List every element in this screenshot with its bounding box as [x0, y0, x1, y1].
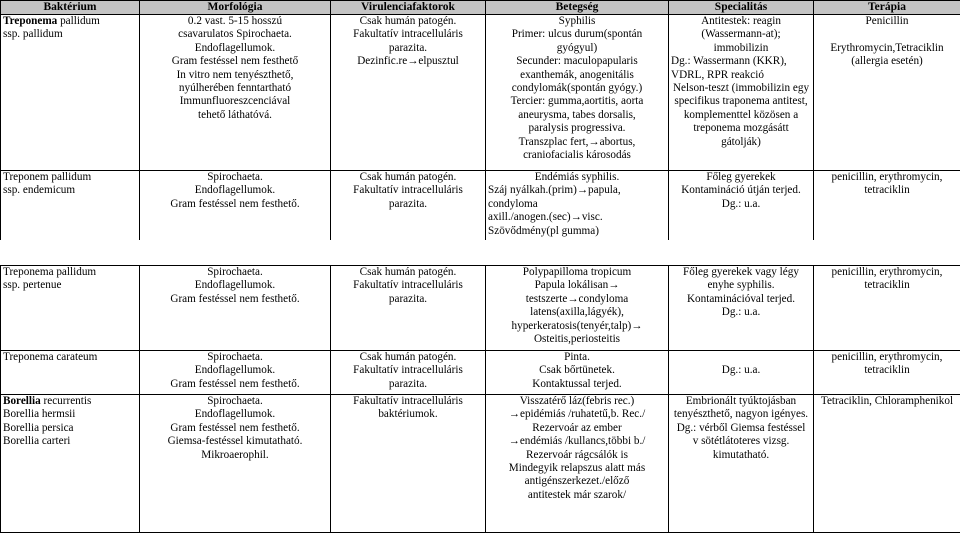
- disease-line: condylomák(spontán gyógy.): [488, 82, 666, 95]
- morphology-line: Giemsa-festéssel kimutatható.: [142, 435, 328, 448]
- bacterium-text: Borellia carteri: [3, 435, 70, 447]
- special-line: immobilizin: [671, 42, 811, 55]
- bacterium-text: Borellia persica: [3, 422, 74, 434]
- special-line: gátolják): [671, 136, 811, 149]
- special-line: Dg.: u.a.: [671, 198, 811, 211]
- cell-bacterium: [1, 395, 140, 533]
- cell-therapy: [814, 266, 960, 351]
- disease-line: Polypapilloma tropicum: [488, 266, 666, 279]
- special-line: VDRL, RPR reakció: [671, 69, 811, 82]
- bacterium-line: [3, 15, 137, 28]
- disease-line: paralysis progressiva.: [488, 122, 666, 135]
- morphology-line: Gram festéssel nem festhető.: [142, 293, 328, 306]
- bacterium-text: ssp. pallidum: [3, 28, 63, 40]
- therapy-line: penicillin, erythromycin,: [816, 351, 958, 364]
- special-line: specifikus traponema antitest,: [671, 95, 811, 108]
- therapy-line: tetraciklin: [816, 279, 958, 292]
- disease-line: latens(axilla,lágyék),: [488, 306, 666, 319]
- disease-line: antigénszerkezet./előző: [488, 475, 666, 488]
- special-line: Kontamináció útján terjed.: [671, 184, 811, 197]
- therapy-line: Tetraciklin, Chloramphenikol: [816, 395, 958, 408]
- cell-bacterium: [1, 15, 140, 171]
- therapy-line: tetraciklin: [816, 184, 958, 197]
- header-terapia: Terápia: [814, 1, 960, 15]
- bacterium-text: Treponema carateum: [3, 351, 97, 363]
- disease-line: exanthemák, anogenitális: [488, 69, 666, 82]
- special-line: Dg.: u.a.: [671, 364, 811, 377]
- disease-line: Primer: ulcus durum(spontán: [488, 28, 666, 41]
- morphology-line: Immunfluoreszcenciával: [142, 95, 328, 108]
- virulence-line: Csak humán patogén.: [333, 15, 483, 28]
- cell-virulence: [331, 15, 486, 171]
- special-line: Dg.: vérből Giemsa festéssel: [671, 422, 811, 435]
- cell-bacterium: [1, 351, 140, 395]
- morphology-line: tehető láthatóvá.: [142, 109, 328, 122]
- special-line: Kontaminációval terjed.: [671, 293, 811, 306]
- special-line: kimutatható.: [671, 449, 811, 462]
- disease-line: Endémiás syphilis.: [488, 171, 666, 184]
- disease-line: Csak bőrtünetek.: [488, 364, 666, 377]
- morphology-line: Gram festéssel nem festhető: [142, 55, 328, 68]
- morphology-line: Spirochaeta.: [142, 395, 328, 408]
- cell-special: [669, 266, 814, 351]
- bacterium-line: [3, 184, 137, 197]
- therapy-line: Erythromycin,Tetraciklin: [816, 42, 958, 55]
- disease-line: Syphilis: [488, 15, 666, 28]
- bacterium-line: [3, 351, 137, 364]
- virulence-line: Dezinfic.re→elpusztul: [333, 55, 483, 68]
- special-line: komplementtel közösen a: [671, 109, 811, 122]
- virulence-line: parazita.: [333, 378, 483, 391]
- cell-bacterium: [1, 171, 140, 242]
- cell-disease: [486, 171, 669, 242]
- cell-virulence: [331, 351, 486, 395]
- special-line: treponema mozgásátt: [671, 122, 811, 135]
- therapy-line: (allergia esetén): [816, 55, 958, 68]
- special-line: enyhe syphilis.: [671, 279, 811, 292]
- therapy-line: penicillin, erythromycin,: [816, 171, 958, 184]
- disease-line: Pinta.: [488, 351, 666, 364]
- virulence-line: parazita.: [333, 293, 483, 306]
- morphology-line: Spirochaeta.: [142, 351, 328, 364]
- morphology-line: 0.2 vast. 5-15 hosszú: [142, 15, 328, 28]
- morphology-line: Endoflagellumok.: [142, 42, 328, 55]
- disease-line: →epidémiás /ruhatetű,b. Rec./: [488, 408, 666, 421]
- header-morfologia: Morfológia: [140, 1, 331, 15]
- cell-disease: [486, 395, 669, 533]
- morphology-line: Gram festéssel nem festhető.: [142, 422, 328, 435]
- cell-therapy: [814, 15, 960, 171]
- virulence-line: Csak humán patogén.: [333, 351, 483, 364]
- disease-line: Rezervoár rágcsálók is: [488, 449, 666, 462]
- bacteria-table-bottom: [0, 265, 960, 533]
- bacterium-genus: Treponema: [3, 15, 57, 27]
- cell-therapy: [814, 395, 960, 533]
- disease-line: Secunder: maculopapularis: [488, 55, 666, 68]
- header-bakterium: Baktérium: [1, 1, 140, 15]
- cell-virulence: [331, 266, 486, 351]
- cell-morphology: [140, 15, 331, 171]
- special-line: Antitestek: reagin: [671, 15, 811, 28]
- disease-line: Száj nyálkah.(prim)→papula,: [488, 184, 666, 197]
- disease-line: axill./anogen.(sec)→visc.: [488, 211, 666, 224]
- bacterium-text: pallidum: [57, 15, 100, 27]
- morphology-line: csavarulatos Spirochaeta.: [142, 28, 328, 41]
- cell-morphology: [140, 395, 331, 533]
- special-line: Dg.: Wassermann (KKR),: [671, 55, 811, 68]
- bacterium-line: [3, 435, 137, 448]
- cell-therapy: [814, 171, 960, 242]
- cell-special: [669, 395, 814, 533]
- special-line: Embrionált tyúktojásban: [671, 395, 811, 408]
- disease-line: Kontaktussal terjed.: [488, 378, 666, 391]
- special-line: (Wassermann-at);: [671, 28, 811, 41]
- cell-disease: [486, 351, 669, 395]
- bacterium-text: Treponema pallidum: [3, 266, 96, 278]
- disease-line: Visszatérő láz(febris rec.): [488, 395, 666, 408]
- disease-line: testszerte→condyloma: [488, 293, 666, 306]
- cell-special: [669, 351, 814, 395]
- cell-therapy: [814, 351, 960, 395]
- bacterium-genus: Borellia: [3, 395, 41, 407]
- virulence-line: parazita.: [333, 42, 483, 55]
- disease-line: Szövődmény(pl gumma): [488, 225, 666, 238]
- cell-disease: [486, 15, 669, 171]
- special-line: Dg.: u.a.: [671, 306, 811, 319]
- disease-line: Mindegyik relapszus alatt más: [488, 462, 666, 475]
- morphology-line: nyúlherében fenntartható: [142, 82, 328, 95]
- cell-special: [669, 171, 814, 242]
- disease-line: condyloma: [488, 198, 666, 211]
- table-gap: [0, 240, 960, 265]
- special-line: Főleg gyerekek vagy légy: [671, 266, 811, 279]
- bacterium-line: [3, 171, 137, 184]
- disease-line: craniofacialis károsodás: [488, 149, 666, 162]
- bacterium-line: [3, 28, 137, 41]
- table-row: [1, 171, 960, 242]
- bacterium-line: [3, 266, 137, 279]
- virulence-line: Csak humán patogén.: [333, 171, 483, 184]
- morphology-line: Mikroaerophil.: [142, 449, 328, 462]
- morphology-line: Spirochaeta.: [142, 266, 328, 279]
- bacterium-text: ssp. pertenue: [3, 279, 61, 291]
- bacterium-line: [3, 395, 137, 408]
- virulence-line: Csak humán patogén.: [333, 266, 483, 279]
- morphology-line: Spirochaeta.: [142, 171, 328, 184]
- table-row: [1, 395, 960, 533]
- cell-morphology: [140, 171, 331, 242]
- table-row: [1, 15, 960, 171]
- disease-line: Papula lokálisan→: [488, 279, 666, 292]
- cell-special: [669, 15, 814, 171]
- header-betegseg: Betegség: [486, 1, 669, 15]
- special-line: Főleg gyerekek: [671, 171, 811, 184]
- bacterium-line: [3, 422, 137, 435]
- bacterium-text: Borellia hermsii: [3, 408, 75, 420]
- cell-bacterium: [1, 266, 140, 351]
- morphology-line: Endoflagellumok.: [142, 364, 328, 377]
- cell-virulence: [331, 395, 486, 533]
- bacterium-text: Treponem pallidum: [3, 171, 91, 183]
- morphology-line: Endoflagellumok.: [142, 184, 328, 197]
- disease-line: →endémiás /kullancs,többi b./: [488, 435, 666, 448]
- special-line: [671, 351, 811, 364]
- special-line: tenyészthető, nagyon igényes.: [671, 408, 811, 421]
- bacterium-text: ssp. endemicum: [3, 184, 75, 196]
- virulence-line: baktériumok.: [333, 408, 483, 421]
- disease-line: Tercier: gumma,aortitis, aorta: [488, 95, 666, 108]
- special-line: Nelson-teszt (immobilizin egy: [671, 82, 811, 95]
- cell-virulence: [331, 171, 486, 242]
- bacterium-line: [3, 408, 137, 421]
- disease-line: aneurysma, tabes dorsalis,: [488, 109, 666, 122]
- morphology-line: In vitro nem tenyészthető,: [142, 69, 328, 82]
- cell-morphology: [140, 266, 331, 351]
- bacteria-table-top: [0, 0, 960, 242]
- therapy-line: [816, 28, 958, 41]
- morphology-line: Endoflagellumok.: [142, 279, 328, 292]
- table-row: [1, 266, 960, 351]
- special-line: v sötétlátoteres vizsg.: [671, 435, 811, 448]
- table-row: [1, 351, 960, 395]
- disease-line: antitestek már szarok/: [488, 489, 666, 502]
- virulence-line: Fakultatív intracelluláris: [333, 28, 483, 41]
- virulence-line: Fakultatív intracelluláris: [333, 279, 483, 292]
- disease-line: Rezervoár az ember: [488, 422, 666, 435]
- cell-disease: [486, 266, 669, 351]
- virulence-line: Fakultatív intracelluláris: [333, 364, 483, 377]
- virulence-line: parazita.: [333, 198, 483, 211]
- header-specialitas: Specialitás: [669, 1, 814, 15]
- disease-line: Osteitis,periosteitis: [488, 333, 666, 346]
- therapy-line: penicillin, erythromycin,: [816, 266, 958, 279]
- therapy-line: tetraciklin: [816, 364, 958, 377]
- morphology-line: Gram festéssel nem festhető.: [142, 198, 328, 211]
- morphology-line: Gram festéssel nem festhető.: [142, 378, 328, 391]
- disease-line: gyógyul): [488, 42, 666, 55]
- bacterium-line: [3, 279, 137, 292]
- disease-line: hyperkeratosis(tenyér,talp)→: [488, 320, 666, 333]
- therapy-line: Penicillin: [816, 15, 958, 28]
- virulence-line: Fakultatív intracelluláris: [333, 395, 483, 408]
- virulence-line: Fakultatív intracelluláris: [333, 184, 483, 197]
- disease-line: Transzplac fert,→abortus,: [488, 136, 666, 149]
- header-virulenciafaktorok: Virulenciafaktorok: [331, 1, 486, 15]
- morphology-line: Endoflagellumok.: [142, 408, 328, 421]
- header-row: [1, 1, 960, 15]
- cell-morphology: [140, 351, 331, 395]
- bacterium-text: recurrentis: [41, 395, 92, 407]
